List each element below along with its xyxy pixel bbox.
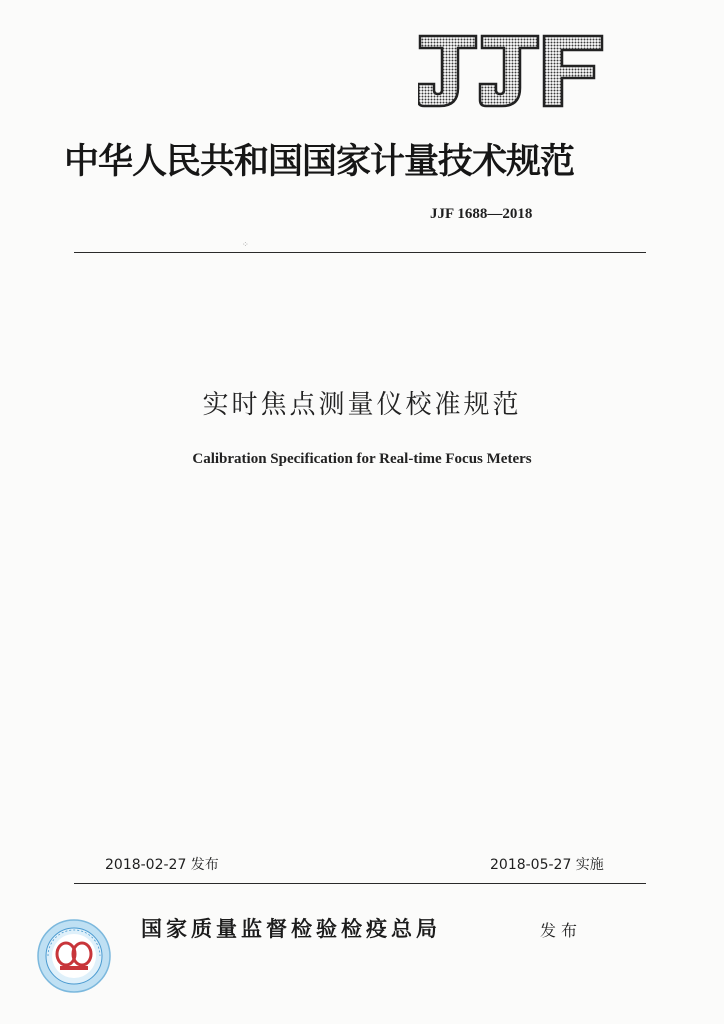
top-divider xyxy=(74,252,646,253)
issuing-authority: 国家质量监督检验检疫总局 xyxy=(141,916,441,941)
implementation-date: 2018-05-27 实施 xyxy=(490,857,604,873)
english-title: Calibration Specification for Real-time Focus Meters xyxy=(192,451,532,467)
issuer-seal xyxy=(36,918,112,994)
issuer-suffix: 发布 xyxy=(540,921,583,940)
release-date: 2018-02-27 发布 xyxy=(105,857,219,873)
jjf-logo xyxy=(418,32,604,110)
national-standard-title: 中华人民共和国国家计量技术规范 xyxy=(64,141,575,182)
scan-speck: ⁘ xyxy=(242,240,249,249)
document-number: JJF 1688—2018 xyxy=(430,206,533,222)
bottom-divider xyxy=(74,883,646,884)
chinese-title: 实时焦点测量仪校准规范 xyxy=(202,390,522,420)
